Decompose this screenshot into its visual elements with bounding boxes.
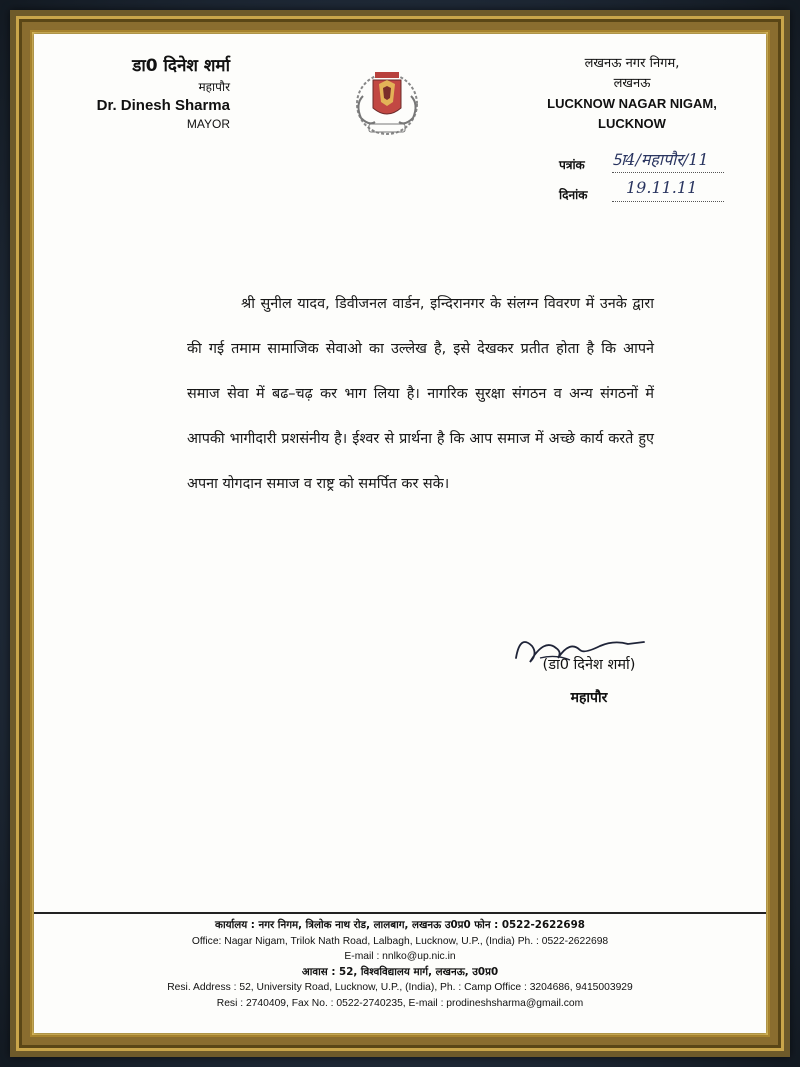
reference-label: पत्रांक [559,158,585,172]
date-label: दिनांक [559,188,588,202]
letter-body [187,282,654,507]
mayor-title-hindi: महापौर [198,80,230,94]
city-name-english: LUCKNOW [598,116,666,131]
letter-page [34,34,766,1033]
office-address-english: Office: Nagar Nigam, Trilok Nath Road, Lalbagh, Lucknow, U.P., (India) Ph. : 0522-2622698 [191,935,609,947]
footer-divider [34,912,766,914]
reference-number: 5ा4/महापौर/11 [612,148,724,173]
mayor-name-english: Dr. Dinesh Sharma [96,97,230,114]
signatory-title: महापौर [570,690,608,706]
residence-contact: Resi : 2740409, Fax No. : 0522-2740235, E-mail : prodineshsharma@gmail.com [216,997,584,1009]
mayor-name-hindi: डा0 दिनेश शर्मा [132,56,230,76]
letterhead-right [532,54,732,134]
office-email: E-mail : nnlko@up.nic.in [344,951,456,962]
municipal-emblem-icon [349,66,425,136]
mayor-title-english: MAYOR [186,117,230,131]
letterhead-footer [34,918,766,1011]
office-address-hindi: कार्यालय : नगर निगम, त्रिलोक नाथ रोड, लालबाग, लखनऊ उ0प्र0 फोन : 0522-2622698 [215,919,585,931]
residence-address-english: Resi. Address : 52, University Road, Lucknow, U.P., (India), Ph. : Camp Office : 3204686, 9415003929 [167,982,633,993]
signatory-name: (डा0 दिनेश शर्मा) [542,657,636,673]
org-name-hindi: लखनऊ नगर निगम, [584,56,680,71]
letterhead-left [64,54,230,132]
date-value: 19.11.11 [612,178,724,202]
body-paragraph: श्री सुनील यादव, डिवीजनल वार्डन, इन्दिरानगर के संलग्न विवरण में उनके द्वारा की गई तमाम सामाजिक सेवाओ का उल्लेख है, इसे देखकर प्रतीत होता है कि आपने समाज सेवा में बढ–चढ़ कर भाग लिया है। नागरिक सुरक्षा संगठन व अन्य संगठनों में आपकी भागीदारी प्रशसंनीय है। ईश्वर से प्रार्थना है कि आप समाज में अच्छे कार्य करते हुए अपना योगदान समाज व राष्ट्र को समर्पित कर सके। [187,296,654,492]
city-name-hindi: लखनऊ [613,76,651,91]
residence-address-hindi: आवास : 52, विश्वविद्यालय मार्ग, लखनऊ, उ0प्र0 [301,965,499,978]
org-name-english: LUCKNOW NAGAR NIGAM, [547,96,717,111]
